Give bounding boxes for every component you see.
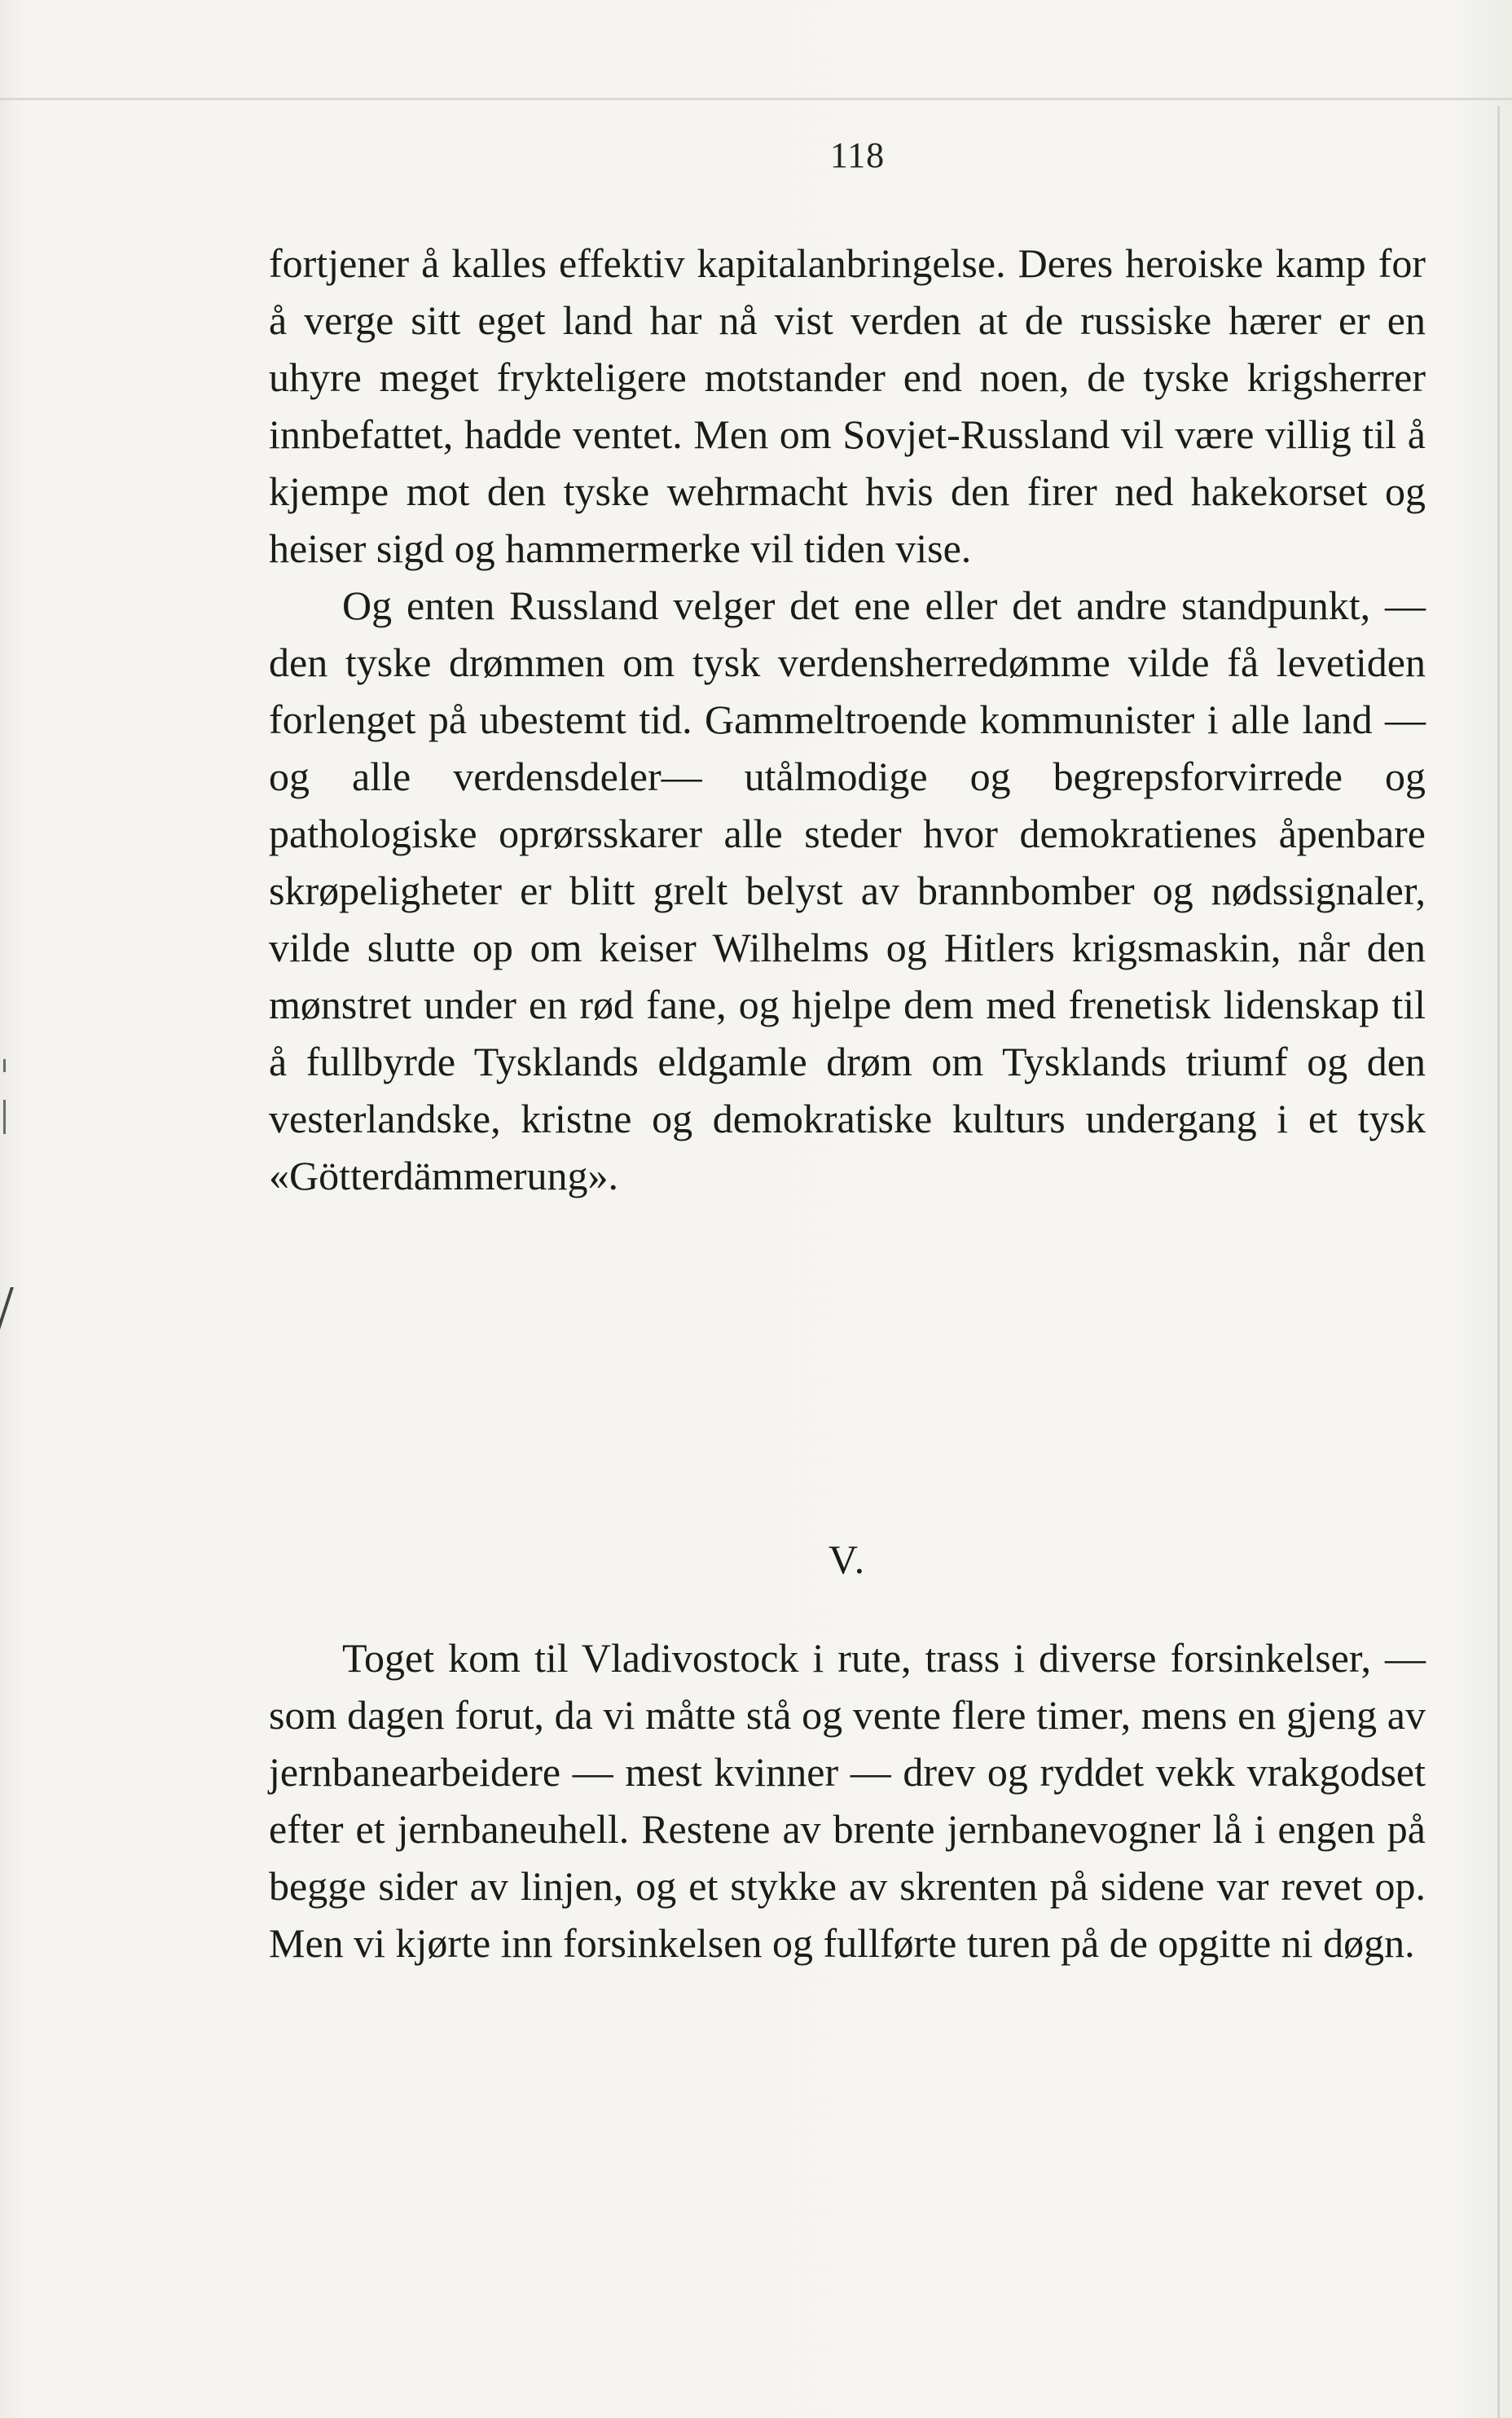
page-right-edge xyxy=(1497,106,1500,2418)
margin-mark xyxy=(3,1100,6,1134)
section-body-text xyxy=(269,1629,1426,1972)
page-top-edge xyxy=(0,98,1512,100)
body-text xyxy=(269,235,1426,1204)
paragraph: Toget kom til Vladivostock i rute, trass i diverse forsinkelser, — som dagen forut, da vi måtte stå og vente flere timer, mens en gjeng av jernbanearbeidere — mest kvinner — drev og ryddet vekk vrakgodset efter et jernbaneuhell. Restene av brente jernbanevogner lå i engen på begge sider av linjen, og et stykke av skrenten på sidene var revet op. Men vi kjørte inn forsinkelsen og fullførte turen på de opgitte ni døgn. xyxy=(269,1635,1426,1966)
page-number: 118 xyxy=(829,135,886,175)
margin-mark xyxy=(3,1059,6,1072)
section-heading: V. xyxy=(828,1537,867,1582)
paragraph: Og enten Russland velger det ene eller det andre standpunkt, — den tyske drømmen om tysk verdensherredømme vilde få levetiden forlenget på ubestemt tid. Gammeltroende kommunister i alle land — og alle verdensdeler— utålmodige og begrepsforvirrede og pathologiske oprørsskarer alle steder hvor demokratienes åpenbare skrøpeligheter er blitt grelt belyst av brannbomber og nødssignaler, vilde slutte op om keiser Wilhelms og Hitlers krigsmaskin, når den mønstret under en rød fane, og hjelpe dem med frenetisk lidenskap til å fullbyrde Tysklands eldgamle drøm om Tysklands triumf og den vesterlandske, kristne og demokratiske kulturs undergang i et tysk «Götterdämmerung». xyxy=(269,583,1426,1198)
paragraph: fortjener å kalles effektiv kapitalanbringelse. Deres heroiske kamp for å verge sitt eget land har nå vist verden at de russiske hærer er en uhyre meget fryktеligere motstander end noen, de tyske krigsherrer innbefattet, hadde ventet. Men om Sovjet-Russland vil være villig til å kjempe mot den tyske wehrmacht hvis den firer ned hakekorset og heiser sigd og hammermerke vil tiden vise. xyxy=(269,240,1426,571)
